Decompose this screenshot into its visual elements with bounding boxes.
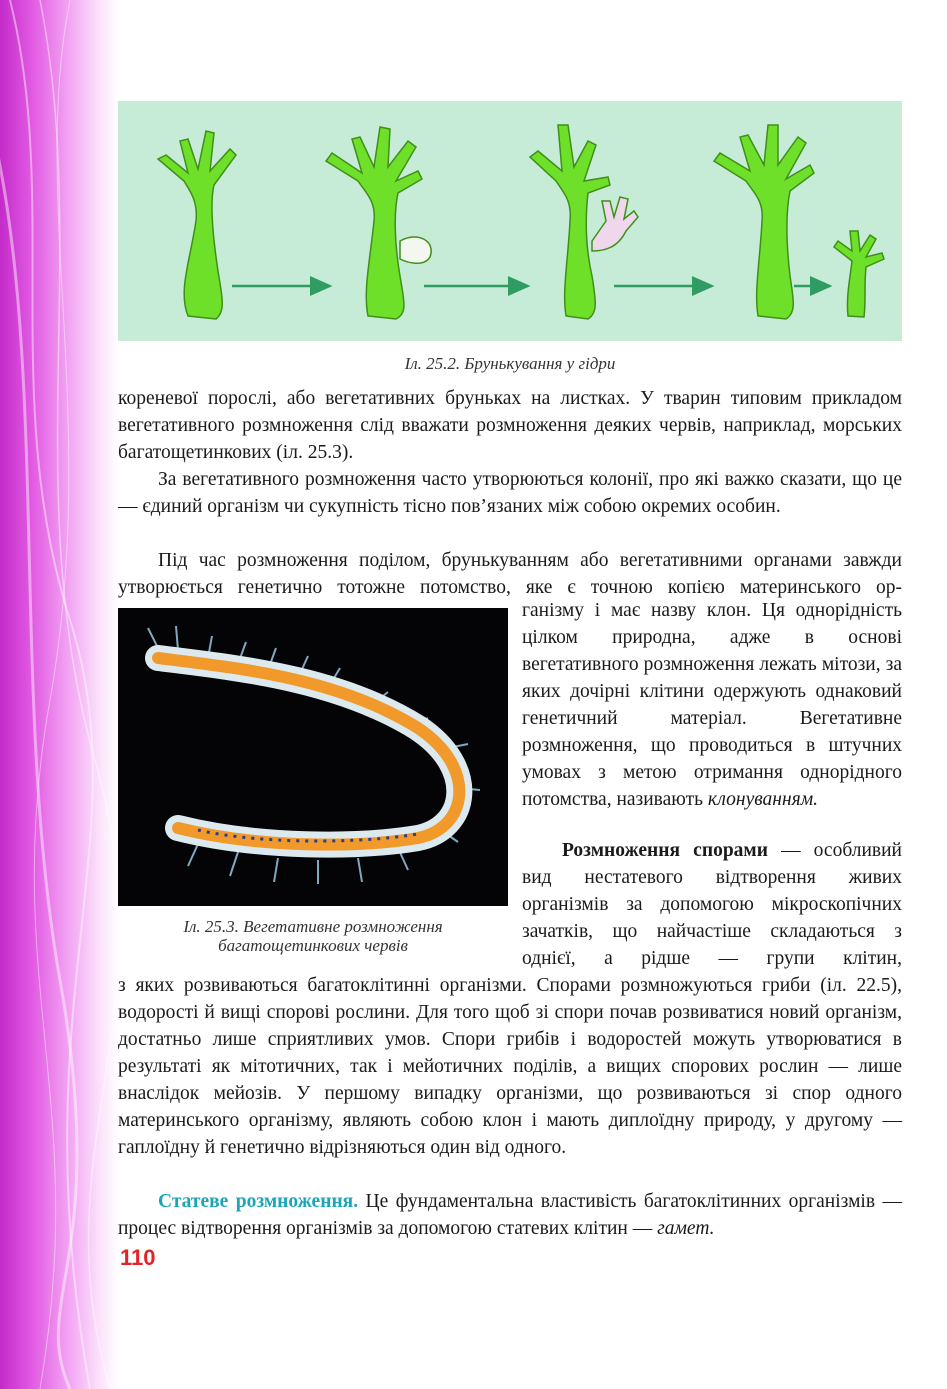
term-cloning: клонуванням. — [707, 789, 819, 810]
text-run: Це фундаментальна властивість багатоклітинних організмів — процес відтворення організмів за допомогою статевих клітин — — [118, 1191, 902, 1239]
decorative-side-band — [0, 0, 118, 1389]
paragraph-clone-body — [522, 597, 902, 813]
paragraph-clone-intro: Під час розмноження поділом, брунькуванням або вегетативними органами завжди утворюється генетично тотожне потомство, яке є точною копією материнського ор- — [118, 550, 902, 598]
hydra-budding-illustration — [118, 101, 902, 341]
term-spores: Розмноження спорами — [562, 840, 768, 861]
text-run: — особливий вид нестатевого відтворення живих організмів за допомогою мікроскопічних зачатків, що найчастіше складаються з однієї, а рідше — групи клітин, — [522, 840, 902, 969]
polychaete-worm-photo — [118, 608, 508, 906]
paragraph-colonies: За вегетативного розмноження часто утворюються колонії, про які важко сказати, що це — єдиний організм чи сукупність тісно пов’язаних між собою окремих особин. — [118, 469, 902, 517]
paragraph-spores-intro — [522, 837, 902, 972]
term-gametes: гамет. — [657, 1218, 715, 1239]
term-sexual-reproduction: Статеве розмноження. — [158, 1191, 359, 1212]
paragraph-spores-body: з яких розвиваються багатоклітинні організми. Спорами розмножуються гриби (іл. 22.5), водорості й вищі спорові рослини. Для того щоб зі спори почав розвиватися новий організм, достатньо лише сприятливих умов. Спори грибів і водоростей можуть утворюватися в результаті як мітотичних, так і мейотичних поділів, а вищих спорових рослин — лише внаслідок мейозів. У першому випадку організми, що розвиваються зі спор одного материнського організму, являють собою клон і мають диплоїдну природу, у другому — гаплоїдну й генетично відрізняються один від одного. — [118, 975, 902, 1158]
figure-caption — [118, 917, 508, 955]
hydra-stage-2 — [326, 127, 431, 319]
figure-caption-line: Іл. 25.3. Вегетативне розмноження — [183, 917, 443, 936]
text-run: ганізму і має назву клон. Ця однорідність цілком природна, адже в основі вегетативного розмноження лежать мітози, за яких дочірні клітини одержують однаковий генетичний матеріал. Вегетативне розмноження, що проводиться в штучних умовах з метою отримання однорідного потомства, називають — [522, 600, 902, 810]
page-number: 110 — [120, 1245, 156, 1270]
hydra-stage-4 — [714, 125, 884, 319]
hydra-stage-1 — [158, 131, 236, 319]
paragraph-vegetative-examples: кореневої порослі, або вегетативних бруньках на листках. У тварин типовим прикладом вегетативного розмноження слід вважати розмноження деяких червів, наприклад, морських багатощетинкових (іл. 25.3). — [118, 388, 902, 463]
hydra-stage-3 — [530, 125, 638, 319]
paragraph-sexual-reproduction — [118, 1188, 902, 1242]
figure-caption: Іл. 25.2. Брунькування у гідри — [404, 354, 616, 373]
figure-caption-line: багатощетинкових червів — [218, 936, 408, 955]
